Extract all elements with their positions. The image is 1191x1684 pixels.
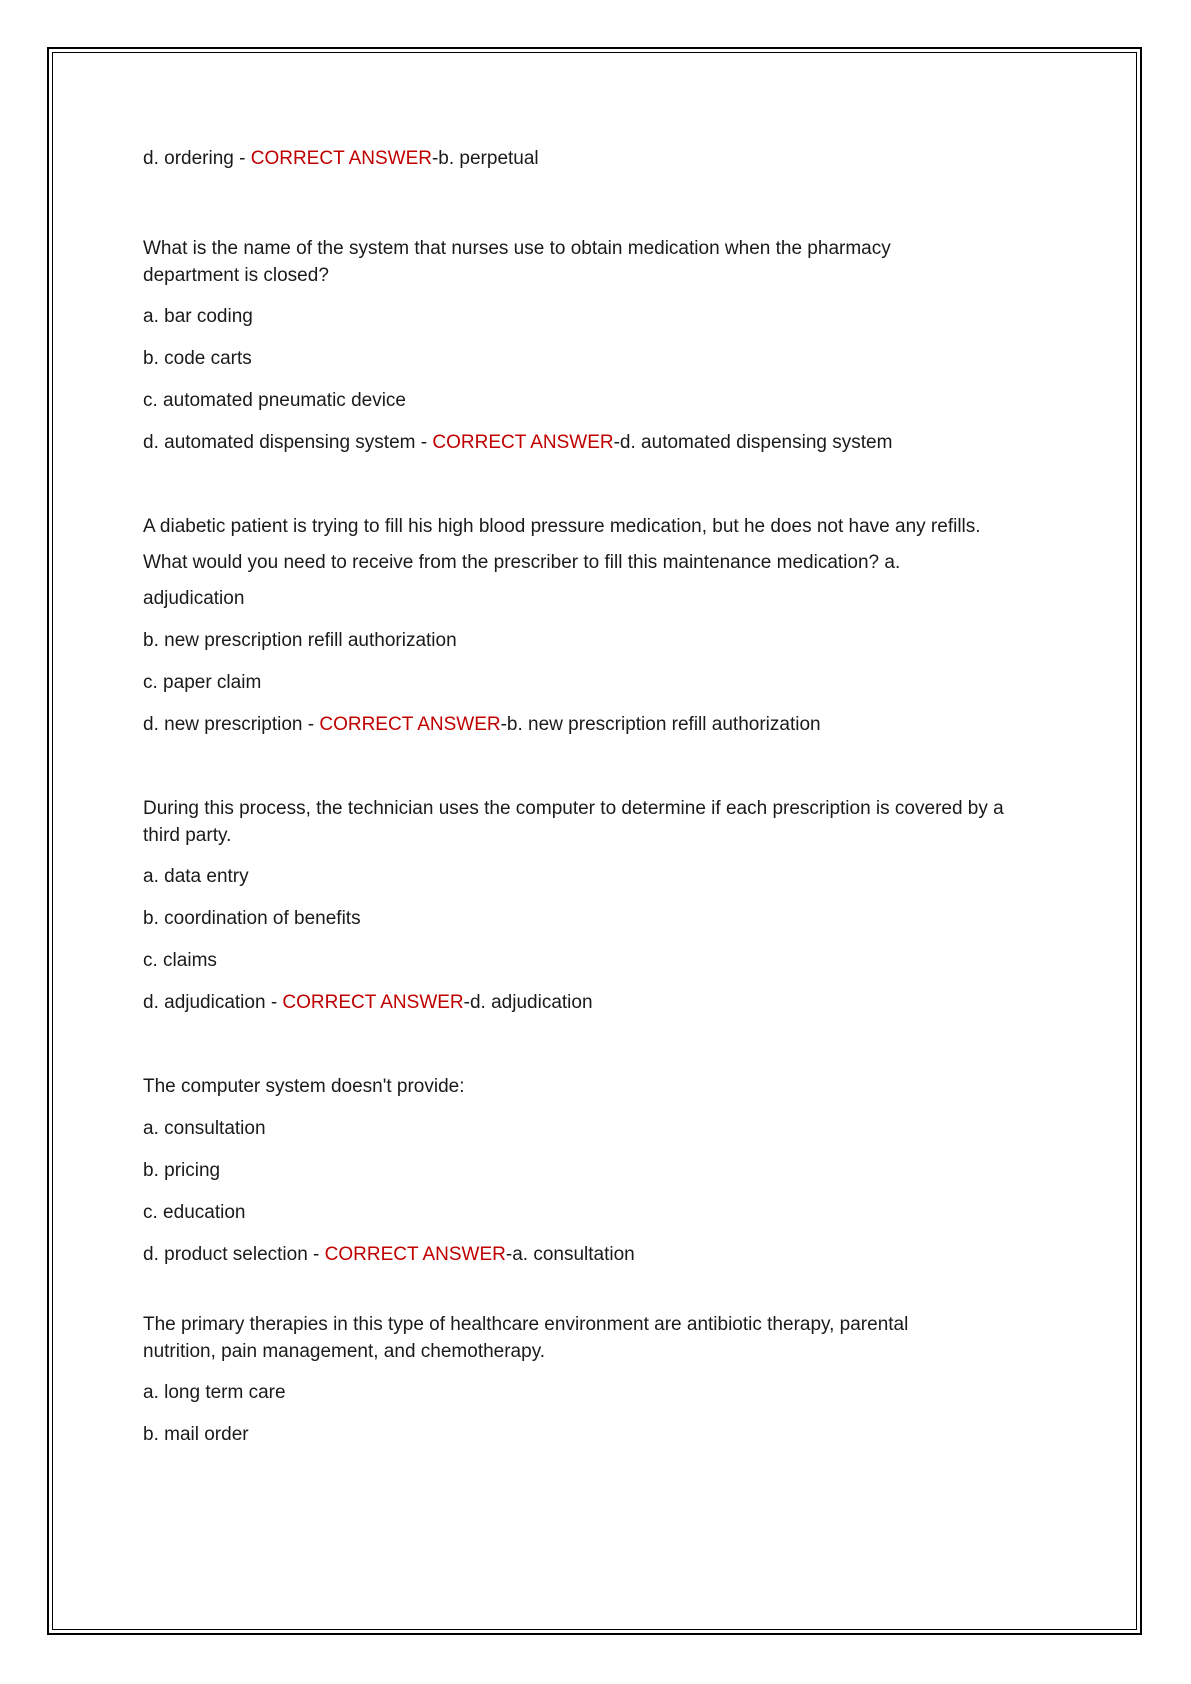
- option-line: b. code carts: [143, 348, 252, 369]
- option-line: d. new prescription - CORRECT ANSWER-b. new prescription refill authorization: [143, 714, 821, 735]
- option-line: c. claims: [143, 950, 217, 971]
- option-line: d. ordering - CORRECT ANSWER-b. perpetual: [143, 148, 539, 169]
- option-line: b. mail order: [143, 1424, 249, 1445]
- option-line: d. automated dispensing system - CORRECT ANSWER-d. automated dispensing system: [143, 432, 893, 453]
- option-line: c. education: [143, 1202, 246, 1223]
- question-text: The computer system doesn't provide:: [143, 1076, 465, 1097]
- document-body: [143, 145, 1063, 1449]
- option-line: a. data entry: [143, 866, 249, 887]
- correct-answer-label: CORRECT ANSWER: [432, 432, 614, 453]
- option-line: b. new prescription refill authorization: [143, 630, 457, 651]
- correct-answer-label: CORRECT ANSWER: [324, 1244, 506, 1265]
- question-block: [143, 795, 1063, 1017]
- option-line: a. long term care: [143, 1382, 286, 1403]
- question-text: The primary therapies in this type of healthcare environment are antibiotic therapy, parental nutrition, pain management, and chemotherapy.: [143, 1314, 909, 1362]
- question-text: What would you need to receive from the prescriber to fill this maintenance medication? a.: [143, 552, 901, 573]
- question-text: adjudication: [143, 588, 245, 609]
- question-text: During this process, the technician uses the computer to determine if each prescription is covered by a third party.: [143, 798, 1004, 846]
- option-line: d. adjudication - CORRECT ANSWER-d. adjudication: [143, 992, 593, 1013]
- option-line: a. consultation: [143, 1118, 266, 1139]
- question-block: [143, 235, 1063, 457]
- option-line: d. product selection - CORRECT ANSWER-a. consultation: [143, 1244, 635, 1265]
- option-line: a. bar coding: [143, 306, 253, 327]
- option-line: b. pricing: [143, 1160, 221, 1181]
- question-block: [143, 1073, 1063, 1269]
- correct-answer-label: CORRECT ANSWER: [250, 148, 432, 169]
- question-block: [143, 1311, 1063, 1449]
- option-line: b. coordination of benefits: [143, 908, 361, 929]
- correct-answer-label: CORRECT ANSWER: [319, 714, 501, 735]
- question-text: A diabetic patient is trying to fill his high blood pressure medication, but he does not have any refills.: [143, 516, 981, 537]
- question-text: What is the name of the system that nurses use to obtain medication when the pharmacy department is closed?: [143, 238, 891, 286]
- correct-answer-label: CORRECT ANSWER: [282, 992, 464, 1013]
- question-block: [143, 513, 1063, 739]
- option-line: c. paper claim: [143, 672, 262, 693]
- option-line: c. automated pneumatic device: [143, 390, 406, 411]
